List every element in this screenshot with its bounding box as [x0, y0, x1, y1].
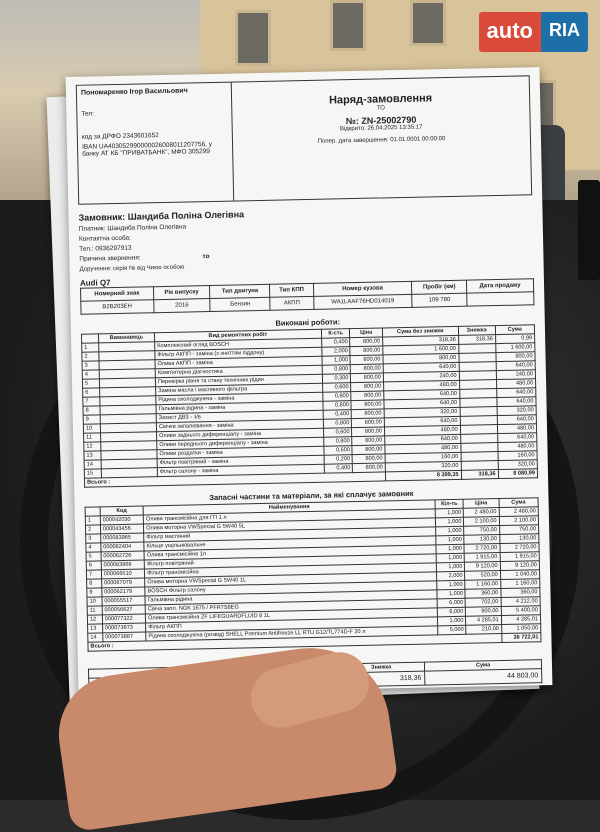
works-cell: 0,400: [324, 464, 353, 474]
works-cell: 4: [82, 370, 99, 379]
parts-cell: Фільтр АКПП: [146, 617, 438, 632]
works-cell: Заміна масла і масляного фільтра: [156, 383, 323, 395]
works-cell: 640,00: [496, 388, 536, 398]
works-cell: 11: [84, 433, 101, 442]
works-cell: 320,00: [385, 461, 461, 472]
parts-cell: 520,00: [465, 571, 500, 581]
car-value: 109 780: [412, 293, 467, 307]
car-header: Номер кузова: [313, 281, 412, 296]
order-title: Наряд-замовлення: [328, 92, 433, 107]
car-model: Audi Q7: [79, 278, 111, 288]
works-cell: 5: [82, 379, 99, 388]
parts-cell: 1,000: [438, 616, 467, 626]
works-cell: 0,600: [322, 383, 351, 393]
works-cell: 0,800: [322, 392, 351, 402]
works-header: Ціна: [350, 328, 383, 338]
car-value: В2В203ЕН: [81, 300, 154, 315]
order-closing: Попер. дата завершення: 01.01.0001 00:00:00: [317, 136, 446, 145]
works-total-value: 8 399,35: [385, 470, 461, 481]
parts-cell: 2 720,00: [500, 543, 540, 553]
parts-cell: 1 160,00: [465, 580, 500, 590]
works-cell: 320,00: [384, 407, 460, 418]
works-cell: 800,00: [351, 391, 384, 401]
parts-cell: 000056627: [102, 605, 146, 615]
parts-cell: 9: [87, 588, 102, 597]
parts-header: Код: [100, 506, 144, 516]
parts-cell: Олива трансмісійна ZF LIFEGUARDFLUID 8 1L: [145, 608, 437, 623]
works-cell: 800,00: [383, 353, 459, 364]
parts-cell: 360,00: [465, 589, 500, 599]
issuer-name: Пономаренко Ігор Васильович: [80, 87, 188, 97]
parts-cell: 4: [86, 543, 101, 552]
car-header: Номерний знак: [81, 287, 154, 302]
parts-cell: 000083966: [101, 560, 145, 570]
parts-cell: Олива трансмісійна для ГП 1 л: [143, 509, 435, 524]
works-cell: 800,00: [353, 454, 386, 464]
works-cell: 640,00: [497, 433, 537, 443]
works-total-value: 318,36: [461, 470, 498, 480]
works-cell: 0,600: [323, 428, 352, 438]
payer-name: Платник: Шандиба Поліна Олегівна: [78, 223, 187, 233]
works-cell: 0,99: [495, 334, 535, 344]
car-value: Бензин: [210, 297, 270, 311]
parts-cell: 2 480,00: [499, 507, 539, 517]
parts-cell: 4 285,01: [466, 616, 501, 626]
watermark-auto: auto: [479, 12, 541, 52]
works-header: Вид ремонтних робіт: [154, 329, 321, 341]
parts-cell: 1,000: [437, 580, 466, 590]
parts-cell: 13: [88, 624, 103, 633]
works-cell: Фільтр АКПП - заміна (з зняттям піддону): [155, 347, 322, 359]
works-cell: 0,800: [323, 401, 352, 411]
works-cell: 240,00: [383, 371, 459, 382]
parts-cell: 130,00: [464, 535, 499, 545]
issuer-block: [77, 83, 234, 204]
works-cell: 160,00: [385, 452, 461, 463]
works-cell: 0,200: [324, 455, 353, 465]
parts-cell: 4 285,01: [501, 615, 541, 625]
parts-cell: 130,00: [499, 534, 539, 544]
contact-person: Контактна особа:: [78, 234, 132, 243]
parts-cell: 1: [85, 516, 100, 525]
works-cell: 800,00: [351, 400, 384, 410]
parts-cell: 5: [86, 552, 101, 561]
works-cell: 640,00: [385, 434, 461, 445]
reason-value: то: [202, 253, 210, 261]
issuer-iban: IBAN UA403052990000026008011207756, у банку АТ КБ "ПРИВАТБАНК", МФО 305299: [81, 140, 213, 158]
parts-cell: 000062179: [102, 587, 146, 597]
parts-cell: 2 720,00: [464, 544, 499, 554]
works-cell: Комплексний огляд BOSCH: [155, 338, 322, 350]
parts-cell: 750,00: [464, 526, 499, 536]
parts-cell: 2 480,00: [464, 508, 499, 518]
value-header: Знижка: [338, 662, 425, 673]
parts-cell: 6,000: [437, 607, 466, 617]
car-value: [467, 292, 534, 306]
works-title: Виконані роботи:: [275, 317, 341, 328]
dashboard-screen: [578, 180, 600, 280]
works-cell: 800,00: [350, 337, 383, 347]
works-cell: 2,000: [322, 347, 351, 357]
customer-name: Замовник: Шандиба Поліна Олегівна: [78, 209, 245, 223]
value-discount: 318,36: [338, 671, 425, 687]
parts-cell: 000073673: [102, 623, 146, 633]
works-cell: 0,600: [324, 446, 353, 456]
reason-label: Причина звернення:: [79, 254, 141, 263]
parts-cell: 210,00: [466, 625, 501, 635]
parts-cell: 9 120,00: [465, 562, 500, 572]
parts-cell: Гальмівна рідина: [145, 590, 437, 605]
parts-header: Найменування: [143, 500, 435, 515]
works-table: [81, 324, 538, 487]
parts-total-label: Всього :: [88, 634, 502, 652]
works-cell: 0,800: [323, 419, 352, 429]
works-cell: 640,00: [384, 416, 460, 427]
works-cell: 0,400: [323, 410, 352, 420]
works-cell: 1 600,00: [383, 344, 459, 355]
order-title-block: [232, 76, 531, 200]
works-cell: 9: [83, 415, 100, 424]
car-header: Дата продажу: [466, 279, 533, 293]
works-cell: 160,00: [498, 451, 538, 461]
parts-cell: Олива моторна VWSpecial G 5W40 1L: [145, 572, 437, 587]
works-cell: 800,00: [353, 463, 386, 473]
owner-note: Доручення: серія № від Чиєю особою: [79, 264, 185, 273]
works-cell: Перевірка рівня та стану технічних рідин: [155, 374, 322, 386]
works-cell: 12: [84, 442, 101, 451]
parts-cell: 000067079: [101, 578, 145, 588]
parts-header: Сума: [499, 498, 539, 508]
parts-cell: 6,000: [437, 598, 466, 608]
parts-cell: 1 040,00: [500, 570, 540, 580]
parts-cell: 1,000: [436, 535, 465, 545]
parts-cell: 1,000: [437, 589, 466, 599]
parts-cell: Фільтр масляний: [144, 527, 436, 542]
parts-cell: 900,00: [466, 607, 501, 617]
works-cell: Рідина охолоджуюча - заміна: [156, 392, 323, 404]
works-header: Сума без знижки: [382, 326, 458, 337]
document-header: [76, 75, 532, 204]
parts-cell: Олива трансмісійна 1л: [144, 545, 436, 560]
works-cell: 800,00: [352, 427, 385, 437]
parts-cell: 4 212,00: [501, 597, 541, 607]
parts-cell: 3: [86, 534, 101, 543]
works-cell: 480,00: [496, 379, 536, 389]
parts-cell: 10: [87, 597, 102, 606]
works-cell: 3: [82, 361, 99, 370]
works-cell: 7: [83, 397, 100, 406]
parts-cell: 1 915,00: [500, 552, 540, 562]
works-cell: Фільтр салону - заміна: [157, 464, 324, 476]
parts-cell: 000066510: [101, 569, 145, 579]
works-cell: 800,00: [352, 409, 385, 419]
car-value: АКПП: [270, 296, 313, 310]
works-cell: 800,00: [351, 364, 384, 374]
works-cell: 1 600,00: [495, 343, 535, 353]
parts-cell: 5,000: [438, 625, 467, 635]
parts-cell: 1,000: [435, 517, 464, 527]
parts-cell: 750,00: [499, 525, 539, 535]
works-cell: 0,300: [322, 374, 351, 384]
works-cell: 0,800: [322, 365, 351, 375]
parts-cell: 000083965: [100, 533, 144, 543]
work-order-document: [66, 67, 553, 695]
works-cell: 800,00: [352, 418, 385, 428]
parts-cell: 2: [85, 525, 100, 534]
works-total-value: 8 080,99: [498, 469, 538, 479]
parts-cell: 000043456: [100, 524, 144, 534]
works-cell: 800,00: [351, 373, 384, 383]
parts-cell: 2 100,00: [464, 517, 499, 527]
parts-title: Запасні частини та матеріали, за які сплачує замовник: [209, 488, 414, 503]
works-cell: 1,000: [322, 356, 351, 366]
parts-table: [85, 497, 542, 651]
car-value: WA1LAAF76HD014019: [313, 294, 412, 309]
works-cell: Фільтр повітряний - заміна: [157, 455, 324, 467]
works-cell: Гальмівна рідина - заміна: [156, 401, 323, 413]
issuer-edrpou: код за ДРФО 2343601652: [81, 132, 159, 141]
parts-cell: 000055517: [102, 596, 146, 606]
works-header: [81, 334, 98, 343]
parts-cell: 2 100,00: [499, 516, 539, 526]
car-value: 2016: [153, 299, 210, 313]
works-cell: 480,00: [385, 443, 461, 454]
car-header: Пробіг (км): [412, 280, 467, 294]
works-cell: Оливи заднього диференціалу - заміна: [157, 428, 324, 440]
parts-cell: 11: [87, 606, 102, 615]
works-cell: 320,00: [497, 406, 537, 416]
works-cell: Оливи роздатки - заміна: [157, 446, 324, 458]
parts-cell: Рідина охолоджуюча (розвід) SHELL Premium Antifreeze LL RTU G12/TL774D-F 20 л: [146, 626, 438, 641]
parts-cell: 8: [87, 579, 102, 588]
works-cell: 800,00: [352, 436, 385, 446]
works-cell: 480,00: [384, 425, 460, 436]
car-header: Тип КПП: [270, 283, 313, 297]
parts-header: [85, 507, 100, 516]
parts-total-value: 36 722,01: [501, 633, 541, 643]
works-cell: 13: [84, 451, 101, 460]
watermark-ria: RIA: [541, 12, 588, 52]
works-cell: 640,00: [384, 398, 460, 409]
parts-cell: 000062726: [101, 551, 145, 561]
building-window: [235, 10, 271, 66]
parts-cell: 1,000: [436, 526, 465, 536]
order-type: ТО: [376, 105, 385, 112]
works-cell: Оливи переднього диференціалу - заміна: [157, 437, 324, 449]
works-cell: 800,00: [351, 382, 384, 392]
parts-cell: 702,00: [466, 598, 501, 608]
works-cell: 480,00: [383, 380, 459, 391]
car-header: Рік випуску: [153, 286, 210, 300]
works-cell: 1: [82, 343, 99, 352]
customer-block: [78, 203, 533, 272]
works-cell: 14: [84, 460, 101, 469]
works-cell: Захист ДВЗ - з/в: [156, 410, 323, 422]
works-cell: Свічки запалювання - заміна: [156, 419, 323, 431]
parts-cell: 000042030: [100, 515, 144, 525]
works-cell: 800,00: [496, 352, 536, 362]
issuer-phone-label: Тел:: [81, 110, 95, 118]
parts-cell: 5 400,00: [501, 606, 541, 616]
works-cell: 10: [83, 424, 100, 433]
parts-cell: 000062404: [101, 542, 145, 552]
works-cell: 2: [82, 352, 99, 361]
works-header: Знижка: [458, 326, 495, 336]
order-number: №: ZN-25002790: [345, 114, 417, 127]
parts-header: Ціна: [463, 499, 498, 509]
works-cell: Комп'ютерна діагностика: [155, 365, 322, 377]
parts-cell: BOSCH Фільтр салону: [145, 581, 437, 596]
parts-cell: Фільтр трансмісійна: [145, 563, 437, 578]
works-cell: 6: [83, 388, 100, 397]
works-cell: 240,00: [496, 370, 536, 380]
works-cell: 480,00: [497, 442, 537, 452]
works-cell: 800,00: [350, 355, 383, 365]
parts-cell: 1,000: [436, 562, 465, 572]
works-cell: 640,00: [496, 361, 536, 371]
customer-phone: Тел.: 0936297913: [79, 244, 132, 253]
works-cell: 0,800: [323, 437, 352, 447]
parts-cell: Кільце ущільнювальне: [144, 536, 436, 551]
parts-cell: 6: [86, 561, 101, 570]
works-cell: 640,00: [497, 415, 537, 425]
works-cell: 0,400: [321, 338, 350, 348]
works-total-label: Всього :: [84, 472, 385, 487]
works-cell: 318,36: [383, 335, 459, 346]
parts-cell: 12: [87, 615, 102, 624]
parts-cell: 1 160,00: [500, 579, 540, 589]
parts-cell: Фільтр повітряний: [144, 554, 436, 569]
autoria-watermark: [479, 12, 588, 52]
parts-cell: 2,000: [437, 571, 466, 581]
building-window: [410, 0, 446, 46]
parts-cell: 1,000: [436, 544, 465, 554]
works-cell: 15: [84, 469, 101, 478]
building-window: [330, 0, 366, 51]
works-cell: 8: [83, 406, 100, 415]
parts-cell: Олива моторна VWSpecial G 5W40 5L: [144, 518, 436, 533]
parts-cell: 000077322: [102, 614, 146, 624]
parts-cell: 000073887: [102, 632, 146, 642]
parts-cell: 360,00: [501, 588, 541, 598]
works-cell: 800,00: [350, 346, 383, 356]
works-cell: 480,00: [497, 424, 537, 434]
works-cell: 640,00: [383, 362, 459, 373]
value-sum: 44 803,00: [425, 669, 542, 685]
works-cell: 320,00: [498, 460, 538, 470]
parts-header: Кіл-ть: [435, 499, 464, 509]
parts-cell: 1 050,00: [501, 624, 541, 634]
parts-cell: 14: [88, 633, 103, 642]
works-header: К-сть: [321, 329, 350, 339]
works-cell: 800,00: [352, 445, 385, 455]
parts-cell: 1,000: [435, 508, 464, 518]
works-cell: 640,00: [497, 397, 537, 407]
car-header: Тип двигуна: [210, 284, 270, 298]
works-cell: 318,36: [458, 335, 495, 345]
value-header: Сума: [425, 660, 542, 671]
works-header: Виконавець: [98, 333, 155, 343]
works-cell: 640,00: [384, 389, 460, 400]
parts-cell: 1 915,00: [465, 553, 500, 563]
parts-cell: 7: [86, 570, 101, 579]
order-opened: Відкрито: 26.04.2025 13:35:17: [339, 124, 423, 133]
parts-cell: 9 120,00: [500, 561, 540, 571]
parts-cell: 1,000: [436, 553, 465, 563]
works-header: Сума: [495, 325, 535, 335]
parts-cell: Свіча запл. NGK 1675 / PFR7S8EG: [145, 599, 437, 614]
works-cell: Олива АКПП - заміна: [155, 356, 322, 368]
